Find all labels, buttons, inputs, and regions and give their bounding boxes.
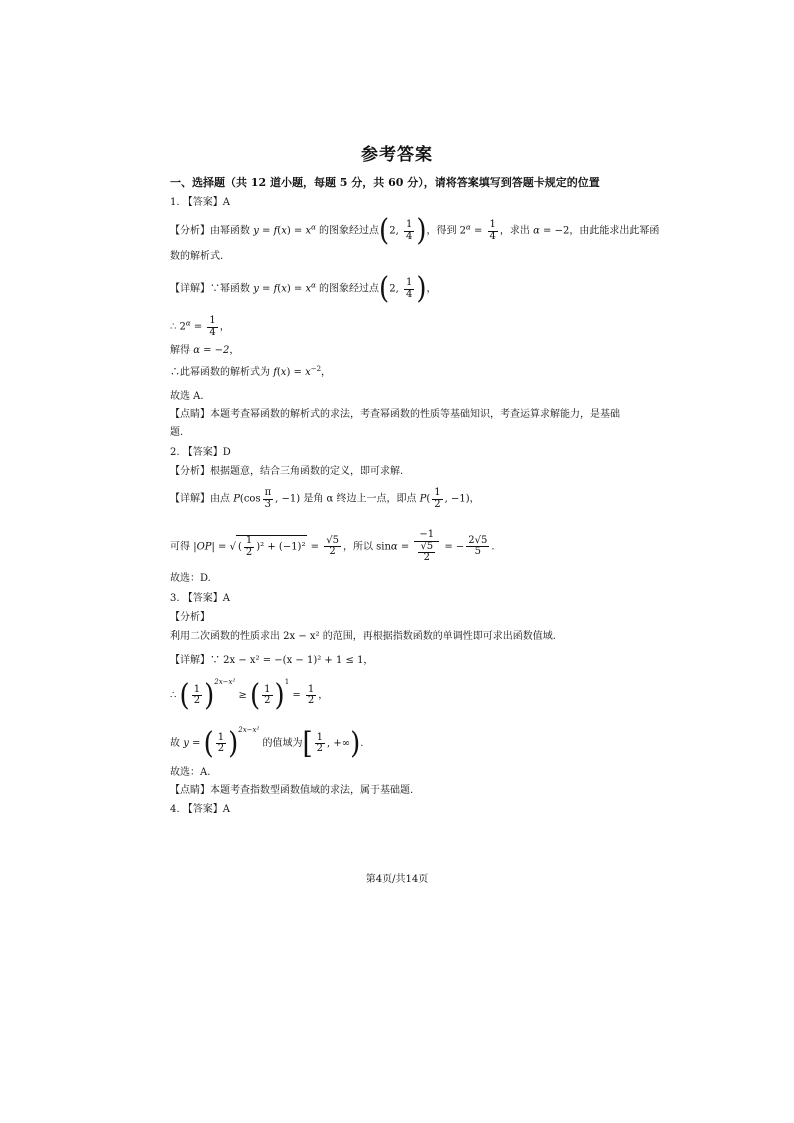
q1-analysis: 【分析】由幂函数 $y = f(x) = x^\alpha$ 的图象经过点(2, $\frac{1}{4}$ )，得到 $2^\alpha$ = $\frac{1}{4}$ ，求出 α = −2，由此能求出此幂函 [170,213,660,249]
q1-comment: 【点睛】本题考查幂函数的解析式的求法，考查幂函数的性质等基础知识，考查运算求解能力，是基础 [170,409,620,420]
q3-detail: 【详解】∵ 2x − x² = −(x − 1)² + 1 ≤ 1， [170,655,374,666]
q4-answer: 4. 【答案】A [170,804,230,815]
q3-analysis-body: 利用二次函数的性质求出 2x − x² 的范围，再根据指数函数的单调性即可求出函数值域. [170,631,556,642]
q3-comment: 【点睛】本题考查指数型函数值域的求法，属于基础题. [170,785,414,796]
q2-answer: 2. 【答案】D [170,447,231,458]
page-title: 参考答案 [361,145,433,165]
q1-step2: 解得 α = −2， [170,345,240,356]
q2-analysis: 【分析】根据题意，结合三角函数的定义，即可求解. [170,466,404,477]
q2-detail: 【详解】由点 P(cos $\frac{\pi}{3}$ , −1) 是角 α 终边上一点，即点 P( $\frac{1}{2}$ , −1)， [170,487,480,510]
q1-choice: 故选 A. [170,391,204,402]
q3-step: ∴ ( $\frac{1}{2}$ )$^{2x-x^2}$ ≥ ( $\frac{1}{2}$ )$^1$ = $\frac{1}{2}$ ， [170,678,329,713]
q1-step3: ∴此幂函数的解析式为 $f(x) = x^{-2}$， [170,365,332,378]
q1-answer: 1. 【答案】A [170,197,230,208]
q1-comment-cont: 题. [170,427,184,438]
page-footer: 第4页/共14页 [365,874,429,885]
q1-step1: ∴ $2^\alpha$ = $\frac{1}{4}$ ， [170,315,230,338]
q2-op: 可得 |OP| = √ ( $\frac{1}{2}$ )² + (−1)² = $\frac{√5}{2}$ ，所以 sinα = $\frac{-1}{\frac{√5}{2}}$ = − $\frac{2√5}{5}$ . [170,529,495,563]
q3-answer: 3. 【答案】A [170,593,230,604]
q2-choice: 故选：D. [170,573,211,584]
section-heading: 一、选择题（共 12 道小题，每题 5 分，共 60 分），请将答案填写到答题卡规定的位置 [170,176,600,189]
q3-choice: 故选：A. [170,767,211,778]
q1-analysis-cont: 数的解析式. [170,251,224,262]
q1-detail: 【详解】∵幂函数 $y = f(x) = x^\alpha$ 的图象经过点(2, $\frac{1}{4}$ )， [170,271,437,307]
q3-range: 故 y = ( $\frac{1}{2}$ )$^{2x-x^2}$ 的值域为[ $\frac{1}{2}$ , +∞). [170,726,364,761]
q3-analysis: 【分析】 [170,612,210,623]
